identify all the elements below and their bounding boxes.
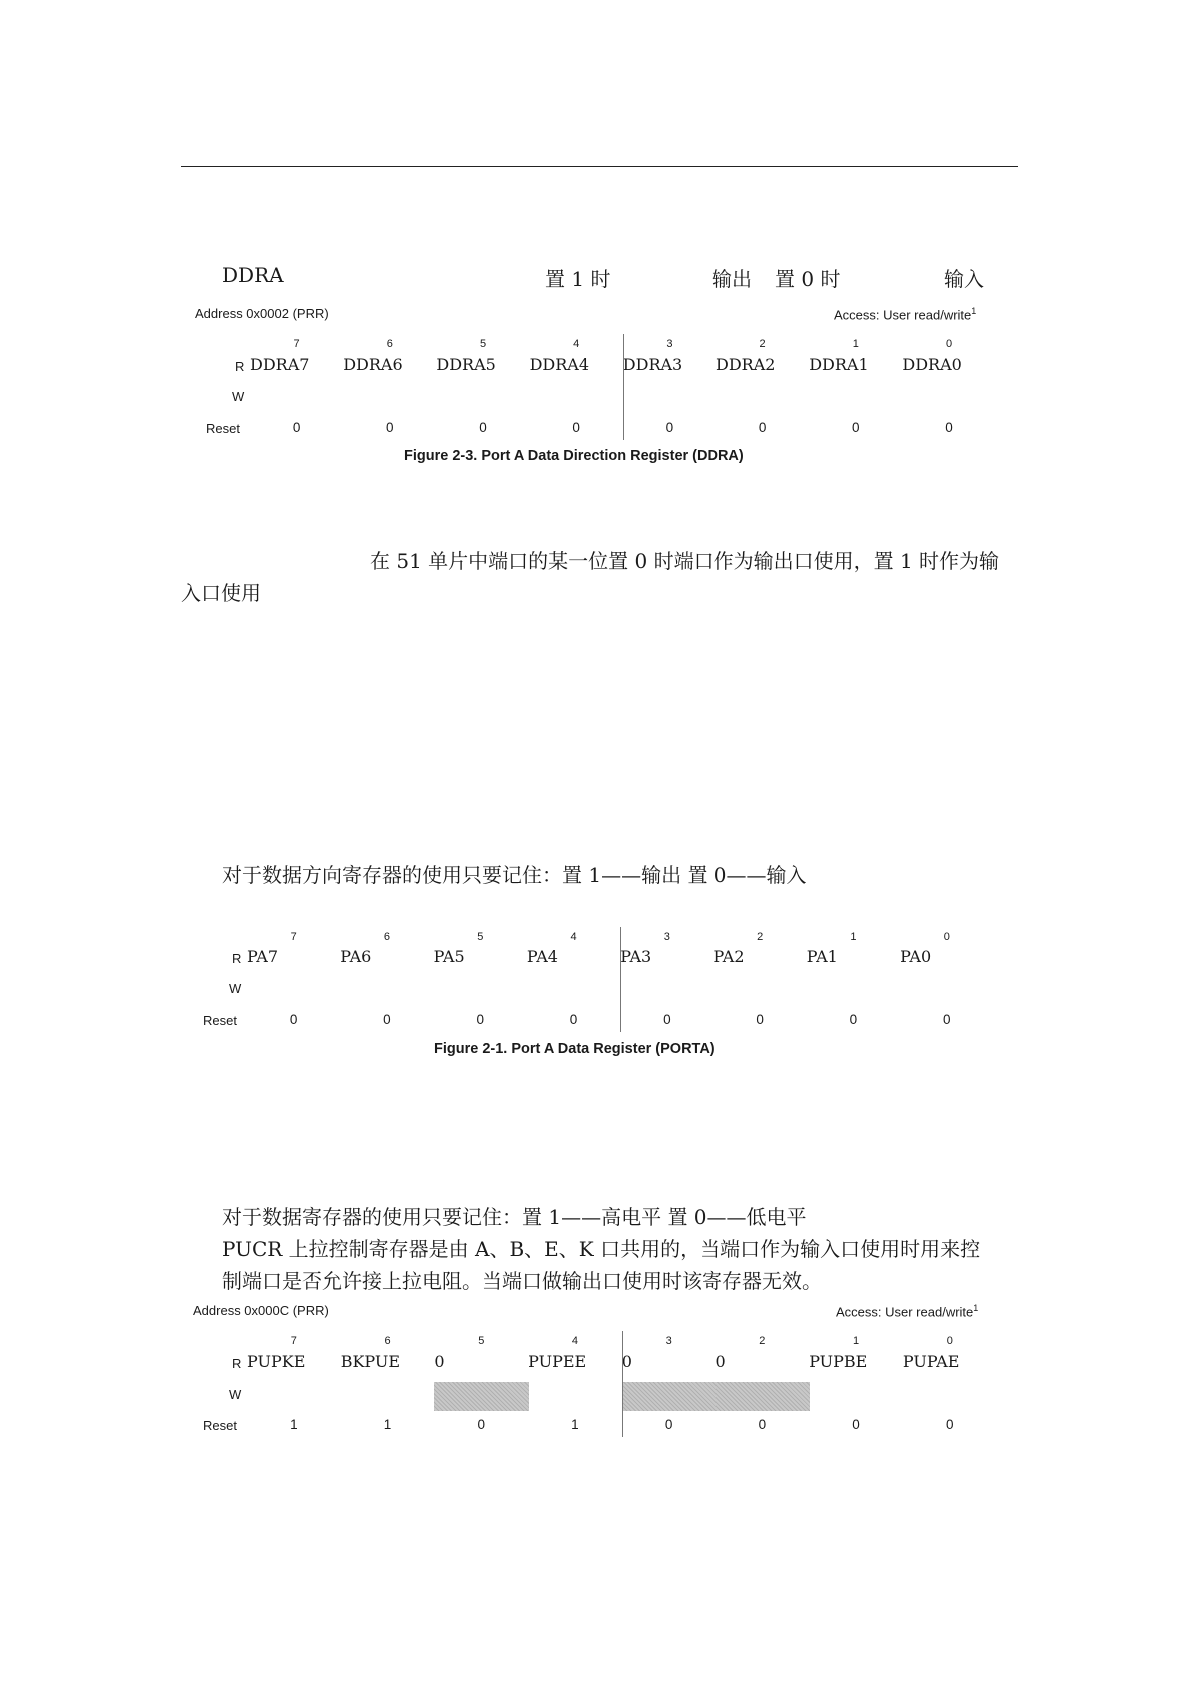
reset-value: 0 [383,1012,391,1027]
bit-cell: PUPBE [809,1352,868,1371]
para4-line1: PUCR 上拉控制寄存器是由 A、B、E、K 口共用的，当端口作为输入口使用时用来控 [222,1237,981,1261]
nibble-divider [622,1331,623,1437]
bit-cell: PA0 [900,947,932,966]
bit-cell: PA6 [340,947,372,966]
bit-cell-reserved [622,1382,717,1412]
reset-value: 1 [383,1417,392,1432]
reset-value: 0 [665,420,674,435]
bit-number: 4 [571,1335,578,1347]
bit-number: 5 [477,931,484,943]
para1-line1: 在 51 单片中端口的某一位置 0 时端口作为输出口使用，置 1 时作为输 [370,549,1000,573]
bit-number: 0 [946,1335,953,1347]
bit-number: 4 [573,338,580,350]
ddra-set0: 置 0 时 [775,267,841,291]
reset-value: 0 [289,1012,298,1027]
bit-number: 3 [665,1335,672,1347]
bit-number: 3 [663,931,670,943]
bit-number: 2 [759,1335,766,1347]
ddra-output: 输出 [712,267,752,291]
reset-value: 0 [849,1012,858,1027]
reset-value: 0 [756,1012,764,1027]
ddra-address: Address 0x0002 (PRR) [195,306,329,321]
bit-number: 0 [945,338,953,350]
bit-number: 0 [943,931,950,943]
bit-number: 3 [666,338,673,350]
bit-number: 7 [290,1335,297,1347]
reset-value: 0 [852,420,860,435]
bit-cell: PA4 [526,947,558,966]
bit-cell: DDRA4 [529,355,590,374]
bit-cell: DDRA7 [250,355,310,374]
reset-value: 0 [663,1012,671,1027]
para3: 对于数据寄存器的使用只要记住：置 1——高电平 置 0——低电平 [222,1205,807,1229]
bit-number: 1 [852,338,859,350]
reset-value: 0 [386,420,394,435]
bit-cell: PUPKE [247,1352,306,1371]
bit-cell: DDRA0 [902,355,962,374]
reset-value: 1 [290,1417,298,1432]
bit-cell: PUPEE [528,1352,587,1371]
para2: 对于数据方向寄存器的使用只要记住：置 1——输出 置 0——输入 [222,863,807,887]
write-label: W [229,981,242,996]
reset-value: 0 [945,1417,954,1432]
bit-cell: DDRA5 [436,355,496,374]
bit-cell-read: 0 [621,1352,632,1371]
ddra-caption: Figure 2-3. Port A Data Direction Register (DDRA) [404,448,744,464]
bit-cell: BKPUE [340,1352,401,1371]
bit-number: 2 [759,338,766,350]
read-label: R [235,359,245,374]
ddra-input: 输入 [944,267,984,291]
pucr-access: Access: User read/write$^1$ [836,1303,979,1320]
reset-label: Reset [203,1013,237,1028]
nibble-divider [620,927,621,1032]
para1-line2: 入口使用 [181,581,261,605]
bit-number: 5 [478,1335,485,1347]
bit-number: 1 [852,1335,860,1347]
reset-label: Reset [206,421,240,436]
reset-value: 0 [569,1012,578,1027]
reset-label: Reset [203,1418,237,1433]
bit-cell: PUPAE [902,1352,960,1371]
bit-number: 5 [479,338,487,350]
bit-number: 7 [290,931,297,943]
bit-cell: DDRA6 [343,355,403,374]
reset-value: 0 [758,1417,767,1432]
bit-cell: PA1 [806,947,838,966]
bit-cell: PA5 [433,947,465,966]
write-label: W [232,389,245,404]
read-label: R [232,1356,242,1371]
porta-caption: Figure 2-1. Port A Data Register (PORTA) [434,1041,715,1057]
bit-number: 6 [384,1335,391,1347]
bit-cell: PA3 [620,947,652,966]
bit-cell-reserved [716,1382,811,1412]
bit-cell: DDRA1 [809,355,869,374]
reset-value: 0 [758,420,767,435]
ddra-set1: 置 1 时 [545,267,611,291]
reset-value: 0 [945,420,953,435]
reset-value: 0 [572,420,580,435]
reset-value: 0 [664,1417,673,1432]
bit-number: 4 [570,931,577,943]
bit-cell: DDRA3 [622,355,683,374]
bit-cell: PA2 [713,947,745,966]
write-label: W [229,1387,242,1402]
bit-cell: DDRA2 [716,355,776,374]
bit-cell-read: 0 [715,1352,726,1371]
reset-value: 1 [571,1417,579,1432]
ddra-access: Access: User read/write$^1$ [834,306,977,323]
ddra-label: DDRA [222,263,284,287]
header-rule [181,166,1018,167]
pucr-address: Address 0x000C (PRR) [193,1303,329,1318]
bit-cell: PA7 [247,947,279,966]
bit-cell-reserved [434,1382,529,1412]
reset-value: 0 [476,1012,484,1027]
bit-number: 6 [383,931,390,943]
read-label: R [232,951,242,966]
reset-value: 0 [942,1012,951,1027]
reset-value: 0 [477,1417,485,1432]
bit-cell-read: 0 [434,1352,445,1371]
bit-number: 1 [850,931,857,943]
reset-value: 0 [292,420,301,435]
bit-number: 6 [386,338,393,350]
bit-number: 7 [293,338,300,350]
reset-value: 0 [479,420,487,435]
nibble-divider [623,334,624,440]
para4-line2: 制端口是否允许接上拉电阻。当端口做输出口使用时该寄存器无效。 [222,1269,822,1293]
bit-number: 2 [757,931,764,943]
reset-value: 0 [852,1417,860,1432]
